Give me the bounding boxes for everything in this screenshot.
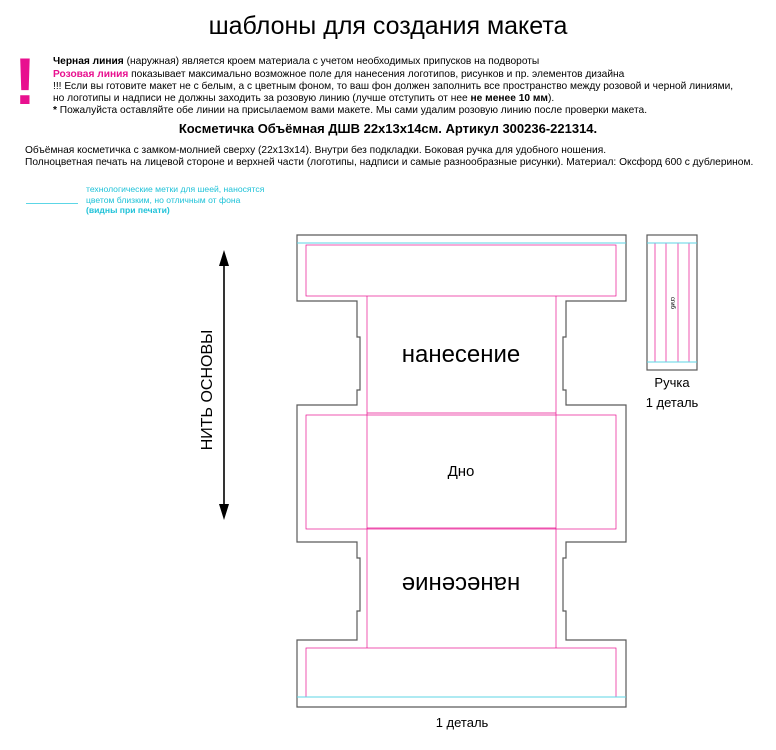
remove-line-text: Пожалуйста оставляйте обе линии на присылаемом вами макете. Мы сами удалим розовую линию после проверки макета. [56,105,648,116]
tech-marks-note-line-1: технологические метки для шеей, наносятся [86,184,265,194]
bottom-strip-pink-area [306,648,616,697]
description-line-1: Объёмная косметичка с замком-молнией сверху (22х13х14). Внутри без подкладки. Боковая ручка для удобного ношения. [25,145,607,156]
warning-text-end: ). [547,93,555,104]
pink-line-text: показывает максимально возможное поле для нанесения логотипов, рисунков и пр. элементов дизайна [128,69,625,80]
description-line-2: Полноцветная печать на лицевой стороне и верхней части (логотипы, надписи и самые разнообразные рисунки). Материал: Оксфорд 600 с дублерином. [25,157,754,168]
product-title: Косметичка Объёмная ДШВ 22х13х14см. Артикул 300236-221314. [178,121,598,136]
tech-marks-note-line-2: цветом близким, но отличным от фона [86,194,241,205]
warning-text-bold: не менее 10 мм [470,93,548,104]
print-area-top-label: нанесение [401,341,521,368]
asterisk: * [53,105,57,116]
tech-marks-note-line-3: (видны при печати) [86,205,170,215]
fold-label: сгиб [669,297,675,309]
grain-label: НИТЬ ОСНОВЫ [199,329,216,451]
black-line-text: (наружная) является кроем материала с учетом необходимых припусков на подвороты [123,56,540,67]
page-title: шаблоны для создания макета [208,12,568,40]
black-line-term: Черная линия [53,56,124,67]
background-warning-line-1: !!! Если вы готовите макет не с белым, а с цветным фоном, то ваш фон должен заполнить все пространство между розовой и черной линиями, [53,81,734,92]
bottom-label: Дно [447,463,475,480]
top-strip-pink-area [306,245,616,296]
pink-line-term: Розовая линия [53,69,129,80]
grain-arrow-down-head [219,504,229,520]
handle-name: Ручка [654,375,690,390]
warning-text-start: но логотипы и надписи не должны заходить за розовую линию (лучше отступить от нее [53,93,471,104]
print-area-bottom-label: нанесение [401,571,521,598]
handle-quantity: 1 деталь [645,395,699,410]
warning-icon: ! [14,44,36,118]
body-quantity: 1 деталь [435,715,489,730]
grain-arrow-up-head [219,250,229,266]
